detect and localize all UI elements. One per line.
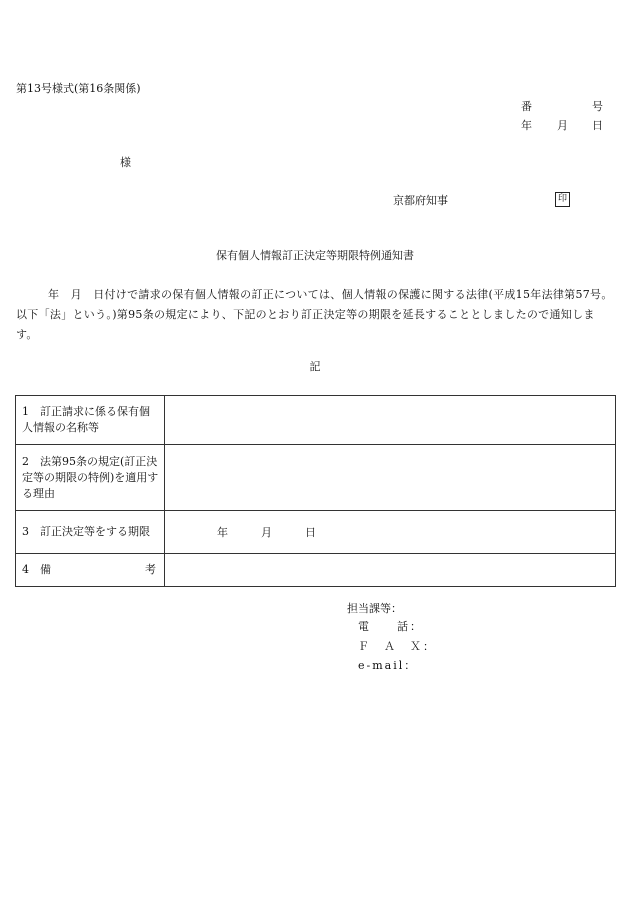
contact-phone-label: 電 話： — [358, 620, 423, 633]
date-year-label: 年 — [521, 119, 532, 132]
deadline-month: 月 — [261, 526, 272, 539]
contact-fax-label: Ｆ Ａ Ｘ： — [358, 640, 436, 653]
table-row — [16, 445, 616, 511]
contact-department-label: 担当課等： — [347, 602, 402, 615]
table-row — [16, 511, 616, 554]
seal-mark: 印 — [555, 192, 570, 207]
row-value-reason[interactable] — [165, 445, 616, 511]
notice-body — [16, 285, 616, 345]
deadline-day: 日 — [305, 526, 316, 539]
row-label-info-name: 1 訂正請求に係る保有個人情報の名称等 — [16, 396, 165, 445]
issuer-name: 京都府知事 — [393, 194, 448, 207]
detail-table — [15, 395, 616, 587]
form-number-label: 第13号様式(第16条関係) — [16, 82, 141, 95]
recipient-honorific: 様 — [120, 156, 131, 169]
deadline-year: 年 — [217, 526, 228, 539]
document-title: 保有個人情報訂正決定等期限特例通知書 — [216, 249, 414, 262]
notice-body-text: 年 月 日付けで請求の保有個人情報の訂正については、個人情報の保護に関する法律(平成15年法律第57号。以下「法」という。)第95条の規定により、下記のとおり訂正決定等の期限を延長することとしましたので通知します。 — [16, 288, 613, 341]
row-label-deadline: 3 訂正決定等をする期限 — [16, 511, 165, 554]
document-number-label: 番 — [521, 100, 532, 113]
remarks-label-start: 4 備 — [22, 563, 51, 576]
date-day-label: 日 — [592, 119, 603, 132]
table-row — [16, 396, 616, 445]
table-row — [16, 554, 616, 587]
row-value-remarks[interactable] — [165, 554, 616, 587]
row-label-reason: 2 法第95条の規定(訂正決定等の期限の特例)を適用する理由 — [16, 445, 165, 511]
ki-heading: 記 — [309, 360, 321, 373]
row-value-deadline[interactable] — [165, 511, 616, 554]
contact-email-label: e-mail： — [358, 659, 418, 672]
remarks-label-end: 考 — [145, 563, 156, 576]
date-month-label: 月 — [557, 119, 568, 132]
document-number-suffix: 号 — [592, 100, 603, 113]
row-value-info-name[interactable] — [165, 396, 616, 445]
row-label-remarks — [16, 554, 165, 587]
